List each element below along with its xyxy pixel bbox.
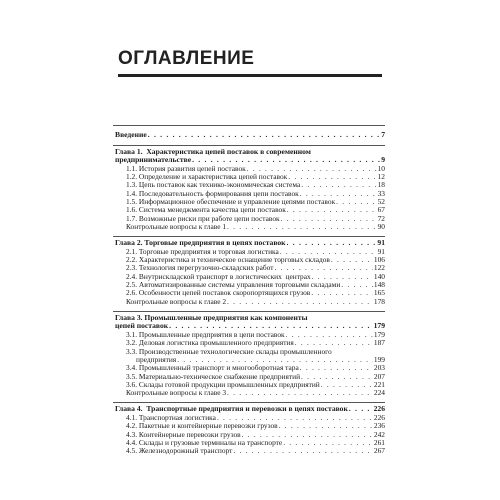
toc-entry-page: 203 xyxy=(373,363,385,373)
leader-dots xyxy=(233,447,373,455)
chapter-title: Глава 4. Транспортные предприятия и перевозки в цепях поставок xyxy=(115,404,348,414)
leader-dots xyxy=(227,389,373,397)
toc-entry-page: 242 xyxy=(373,429,385,439)
leader-dots xyxy=(331,256,373,264)
toc-entry-title: 4.2. Пакетные и контейнерные перевозки грузов xyxy=(126,421,278,431)
toc-entry-page: 207 xyxy=(373,371,385,381)
toc-entry-page: 12 xyxy=(377,172,385,182)
chapter-page: 9 xyxy=(381,155,385,165)
spacer xyxy=(113,455,385,460)
toc-entry-page: 91 xyxy=(377,246,385,256)
leader-dots xyxy=(279,422,373,430)
toc-entry-page: 221 xyxy=(373,379,385,389)
toc-entry-title: 4.5. Железнодорожный транспорт xyxy=(126,446,233,456)
toc-entry-title: 3.6. Склады готовой продукции промышленных предприятий xyxy=(126,379,320,389)
toc-chapter xyxy=(113,312,385,398)
leader-dots xyxy=(321,381,373,389)
toc-entry-page: 226 xyxy=(373,412,385,422)
leader-dots xyxy=(287,206,377,214)
toc-entry-title: Контрольные вопросы к главе 2 xyxy=(126,296,227,306)
leader-dots xyxy=(283,439,373,447)
table-of-contents xyxy=(113,125,385,460)
toc-entry-title: 2.4. Внутрискладской транспорт в логистических центрах xyxy=(126,271,311,281)
toc-entry-title: 1.2. Определение и характеристика цепей поставок xyxy=(126,172,288,182)
toc-entry-title: предприятия xyxy=(136,354,177,364)
chapter-page: 179 xyxy=(373,321,385,331)
toc-entry[interactable] xyxy=(115,223,385,231)
toc-entry-title: 1.1. История развития цепей поставок xyxy=(126,163,246,173)
toc-entry[interactable] xyxy=(115,447,385,455)
toc-entry-page: 187 xyxy=(373,338,385,348)
toc-entry-page: 148 xyxy=(373,279,385,289)
chapter-title: Глава 1. Характеристика цепей поставок в современном xyxy=(115,146,311,156)
toc-entry-title: 3.2. Деловая логистика промышленного предприятия xyxy=(126,338,294,348)
leader-dots xyxy=(336,198,376,206)
toc-entry-title: 2.3. Технология перегрузочно-складских работ xyxy=(126,263,274,273)
toc-entry-title: 2.2. Характеристика и техническое оснащение торговых складов xyxy=(126,255,330,265)
toc-entry-page: 10 xyxy=(377,163,385,173)
chapter-title: предпринимательстве xyxy=(115,155,192,165)
toc-entry-title: 4.3. Контейнерные перевозки грузов xyxy=(126,429,241,439)
toc-entry-title: 2.6. Особенности цепей поставок скоропортящихся грузов xyxy=(126,288,311,298)
leader-dots xyxy=(349,405,373,414)
leader-dots xyxy=(286,331,373,339)
leader-dots xyxy=(148,131,380,140)
toc-entry-title: 2.1. Торговые предприятия и торговая логистика xyxy=(126,246,279,256)
chapter-list xyxy=(113,146,385,461)
title-underline xyxy=(118,74,382,77)
toc-entry-page: 72 xyxy=(377,213,385,223)
chapter-title: Глава 3. Промышленные предприятия как компоненты xyxy=(115,312,308,322)
toc-entry-title: 3.4. Промышленный транспорт и многооборотная тара xyxy=(126,363,299,373)
toc-entry-page: 52 xyxy=(377,196,385,206)
leader-dots xyxy=(301,181,376,189)
leader-dots xyxy=(227,223,377,231)
toc-entry[interactable] xyxy=(115,389,385,397)
chapter-page: 91 xyxy=(377,238,385,248)
leader-dots xyxy=(281,215,377,223)
leader-dots xyxy=(227,298,373,306)
leader-dots xyxy=(300,364,373,372)
toc-entry-title: Контрольные вопросы к главе 3 xyxy=(126,388,227,398)
leader-dots xyxy=(288,173,376,181)
toc-entry-title: 3.3. Производственные технологические склады промышленного xyxy=(126,346,332,356)
toc-chapter xyxy=(113,237,385,306)
chapter-title: цепей поставок xyxy=(115,321,169,331)
toc-entry-page: 122 xyxy=(373,263,385,273)
toc-entry-title: 1.6. Система менеджмента качества цепи поставок xyxy=(126,205,286,215)
toc-entry-page: 261 xyxy=(373,437,385,447)
toc-entry-page: 67 xyxy=(377,205,385,215)
page-title: ОГЛАВЛЕНИЕ xyxy=(118,48,255,69)
toc-entry-page: 90 xyxy=(377,221,385,231)
toc-entry-title: 2.5. Автоматизированные системы управления торговыми складами xyxy=(126,279,341,289)
leader-dots xyxy=(341,281,373,289)
toc-entry-page: 106 xyxy=(373,255,385,265)
toc-entry-page: 178 xyxy=(373,296,385,306)
toc-entry[interactable] xyxy=(115,298,385,306)
toc-entry-page: 224 xyxy=(373,388,385,398)
toc-entry-page: 33 xyxy=(377,188,385,198)
toc-entry-title: 3.1. Промышленные предприятия в цепи поставок xyxy=(126,330,285,340)
leader-dots xyxy=(311,289,373,297)
toc-entry-title: 1.5. Информационное обеспечение и управление цепями поставок xyxy=(126,196,336,206)
toc-entry-title: Введение xyxy=(115,130,147,139)
toc-entry-title: 1.7. Возможные риски при работе цепи поставок xyxy=(126,213,280,223)
leader-dots xyxy=(287,239,377,248)
toc-entry-title: 1.3. Цепь поставок как технико-экономическая система xyxy=(126,180,301,190)
toc-entry-page: 267 xyxy=(373,446,385,456)
toc-chapter xyxy=(113,146,385,232)
toc-entry-page: 179 xyxy=(373,330,385,340)
toc-entry-title: 4.4. Склады и грузовые терминалы на транспорте xyxy=(126,437,283,447)
toc-entry-page: 140 xyxy=(373,271,385,281)
toc-intro-entry[interactable] xyxy=(113,126,385,145)
toc-entry-title: 1.4. Последовательность формирования цепи поставок xyxy=(126,188,299,198)
toc-entry-title: Контрольные вопросы к главе 1 xyxy=(126,221,227,231)
toc-chapter xyxy=(113,403,385,455)
chapter-page: 226 xyxy=(373,404,385,414)
toc-entry-title: 4.1. Транспортная логистика xyxy=(126,412,216,422)
toc-entry-page: 7 xyxy=(381,130,385,139)
toc-entry-page: 236 xyxy=(373,421,385,431)
toc-entry-page: 18 xyxy=(377,180,385,190)
toc-entry-title: 3.5. Материально-техническое снабжение предприятий xyxy=(126,371,301,381)
chapter-title: Глава 2. Торговые предприятия в цепях поставок xyxy=(115,238,286,248)
toc-entry-page: 165 xyxy=(373,288,385,298)
toc-entry-page: 199 xyxy=(373,354,385,364)
